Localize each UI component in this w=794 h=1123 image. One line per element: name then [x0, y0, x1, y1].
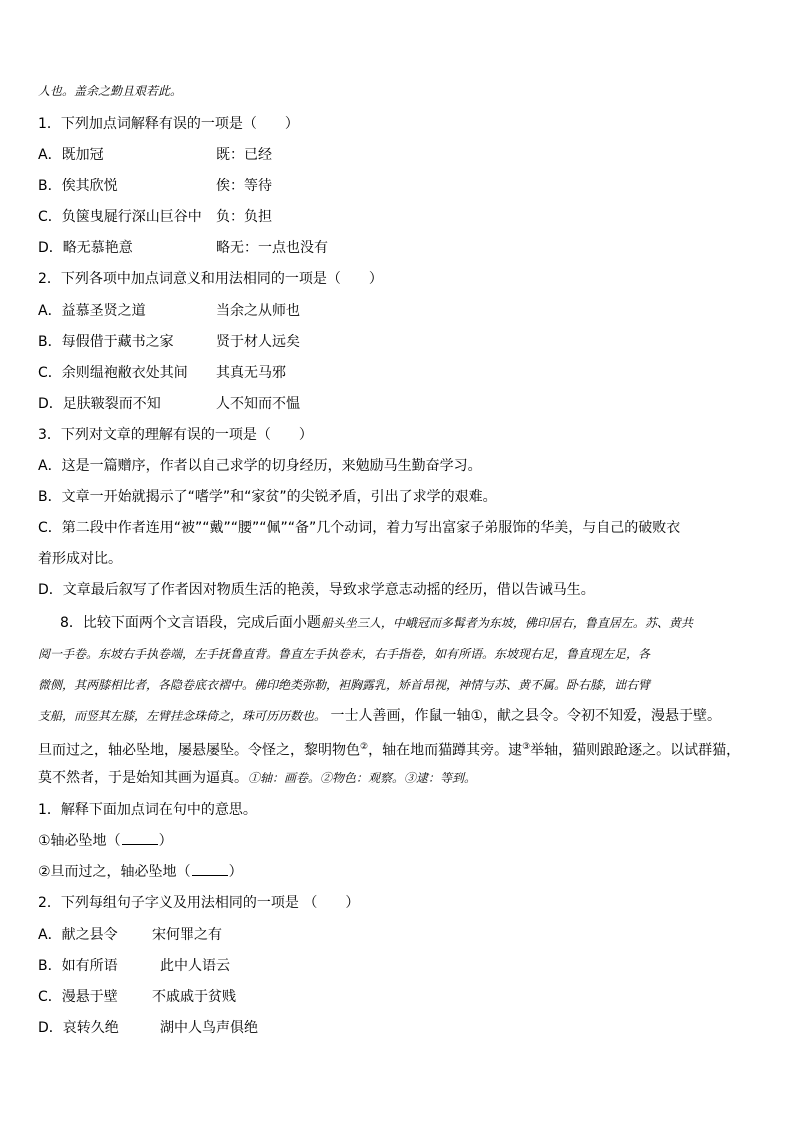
section-8-heading: 8．比较下面两个文言语段，完成后面小题 — [60, 615, 321, 631]
q2-option-a-pair: 当余之从师也 — [216, 303, 300, 319]
sq2-option-d: D．哀转久绝 — [38, 1020, 119, 1036]
sq2-option-c: C．漫悬于壁 — [38, 989, 118, 1005]
q2-option-b-pair: 贤于材人远矣 — [216, 334, 300, 350]
q1-option-d-gloss: 略无：一点也没有 — [216, 240, 328, 256]
sq2-option-b: B．如有所语 — [38, 958, 118, 974]
sq2-option-a-pair: 宋何罪之有 — [152, 927, 222, 943]
q1-option-a: A．既加冠 — [38, 147, 104, 163]
q3-option-d: D．文章最后叙写了作者因对物质生活的艳羡，导致求学意志动摇的经历，借以告诫马生。 — [38, 582, 595, 598]
q1-option-c: C．负箧曳屣行深山巨谷中 — [38, 209, 202, 225]
sq2-option-a: A．献之县令 — [38, 927, 118, 943]
q3-option-b: B．文章一开始就揭示了“嗜学”和“家贫”的尖锐矛盾，引出了求学的艰难。 — [38, 489, 497, 505]
section-8-line-1 — [60, 614, 693, 632]
passage-ending: 人也。盖余之勤且艰若此。 — [38, 84, 183, 98]
q2-option-c: C．余则缊袍敝衣处其间 — [38, 365, 188, 381]
sub-question-1-item-2: ②旦而过之，轴必坠地（ ） — [38, 864, 243, 880]
q2-option-c-pair: 其真无马邪 — [216, 365, 286, 381]
sq2-option-c-pair: 不戚戚于贫贱 — [152, 989, 236, 1005]
passage-a-line-2: 阅一手卷。东坡右手执卷端，左手抚鲁直背。鲁直左手执卷末，右手指卷，如有所语。东坡现右足，鲁直现左足，各 — [38, 647, 651, 661]
passage-b-line-1: 一士人善画，作鼠一轴①，献之县令。令初不知爱，漫悬于壁。 — [330, 708, 722, 724]
question-1-stem: 1．下列加点词解释有误的一项是（ ） — [38, 116, 299, 132]
passage-b-line-3: 莫不然者，于是始知其画为逼真。①轴：画卷。②物色：观察。③逮：等到。 — [38, 770, 477, 786]
sq2-option-b-pair: 此中人语云 — [160, 958, 230, 974]
q1-option-b-gloss: 俟：等待 — [216, 178, 272, 194]
passage-a-line-3: 微侧，其两膝相比者，各隐卷底衣褶中。佛印绝类弥勒，袒胸露乳，矫首昂视，神情与苏、黄不属。卧右膝，诎右臂 — [38, 678, 651, 692]
passage-a-line-1: 船头坐三人，中峨冠而多髯者为东坡，佛印居右，鲁直居左。苏、黄共 — [320, 616, 693, 630]
q1-option-c-gloss: 负：负担 — [216, 209, 272, 225]
passage-b-notes: ①轴：画卷。②物色：观察。③逮：等到。 — [248, 771, 477, 785]
q3-option-c-line-1: C．第二段中作者连用“被”“戴”“腰”“佩”“备”几个动词，着力写出富家子弟服饰的华美，与自己的破败衣 — [38, 520, 681, 536]
passage-a-line-4: 支船，而竖其左膝，左臂挂念珠倚之，珠可历历数也。 — [38, 709, 327, 723]
passage-b-line-2: 旦而过之，轴必坠地，屡悬屡坠。令怪之，黎明物色②，轴在地而猫蹲其旁。逮③举轴，猫则踉跄逐之。以试群猫， — [38, 742, 741, 759]
sq2-option-d-pair: 湖中人鸟声俱绝 — [160, 1020, 258, 1036]
answer-blank[interactable] — [192, 863, 228, 876]
sub-question-1-item-1: ①轴必坠地（ ） — [38, 833, 173, 849]
q1-option-b: B．俟其欣悦 — [38, 178, 118, 194]
q1-option-d: D．略无慕艳意 — [38, 240, 133, 256]
question-2-stem: 2．下列各项中加点词意义和用法相同的一项是（ ） — [38, 271, 383, 287]
q2-option-a: A．益慕圣贤之道 — [38, 303, 146, 319]
q2-option-d-pair: 人不知而不愠 — [216, 396, 300, 412]
q1-option-a-gloss: 既：已经 — [216, 147, 272, 163]
q2-option-b: B．每假借于藏书之家 — [38, 334, 174, 350]
question-3-stem: 3．下列对文章的理解有误的一项是（ ） — [38, 427, 313, 443]
q3-option-c-line-2: 着形成对比。 — [38, 551, 122, 567]
answer-blank[interactable] — [122, 832, 158, 845]
section-8-line-4 — [38, 707, 721, 725]
q2-option-d: D．足肤皲裂而不知 — [38, 396, 161, 412]
sub-question-2-stem: 2．下列每组句子字义及用法相同的一项是 （ ） — [38, 895, 360, 911]
q3-option-a: A．这是一篇赠序，作者以自己求学的切身经历，来勉励马生勤奋学习。 — [38, 458, 482, 474]
sub-question-1-stem: 1．解释下面加点词在句中的意思。 — [38, 802, 257, 818]
